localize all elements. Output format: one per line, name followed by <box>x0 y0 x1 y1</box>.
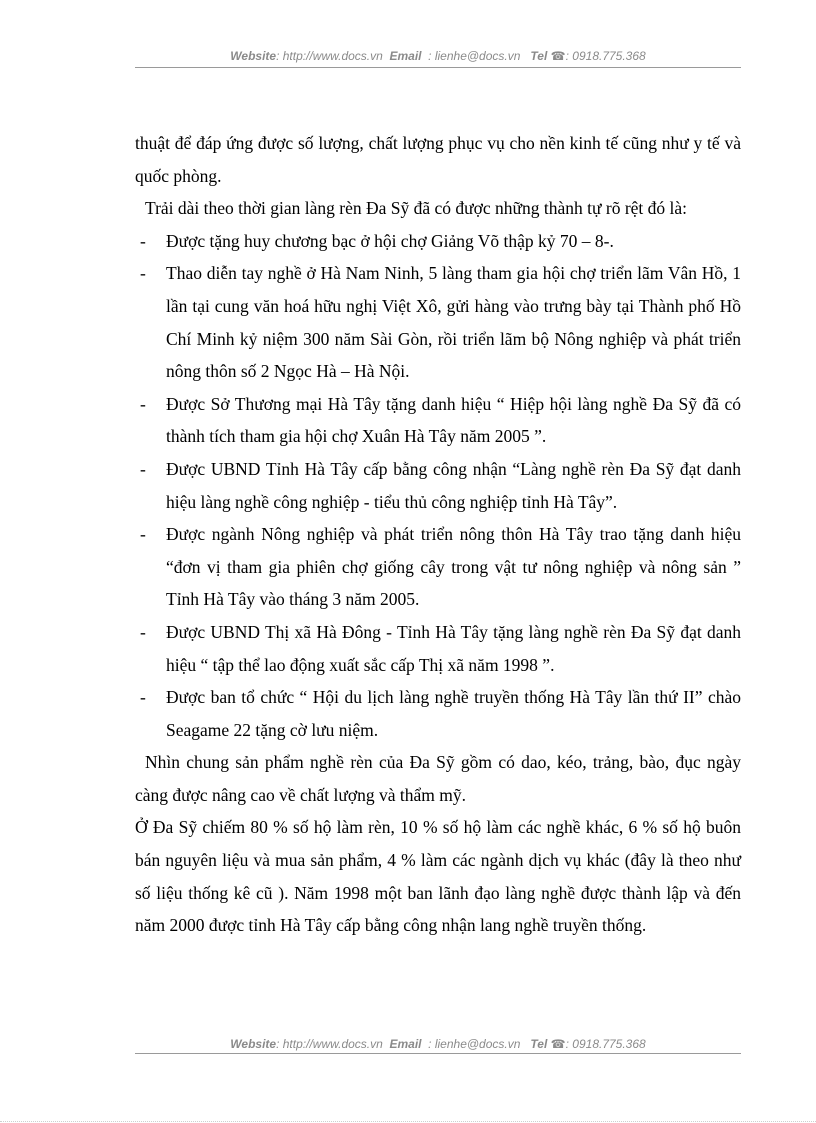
paragraph-2: Trải dài theo thời gian làng rèn Đa Sỹ đã có được những thành tự rõ rệt đó là: <box>145 198 688 219</box>
website-value[interactable]: : http://www.docs.vn <box>276 1037 383 1051</box>
phone-icon: ☎ <box>550 1037 566 1051</box>
header-rule <box>135 67 741 68</box>
website-label: Website <box>230 49 277 63</box>
list-item-text: Được UBND Thị xã Hà Đông - Tỉnh Hà Tây tặng làng nghề rèn Đa Sỹ đạt danh hiệu “ tập thể lao động xuất sắc cấp Thị xã năm 1998 ”. <box>166 621 741 675</box>
paragraph-4: Ở Đa Sỹ chiếm 80 % số hộ làm rèn, 10 % số hộ làm các nghề khác, 6 % số hộ buôn bán nguyên liệu và mua sản phẩm, 4 % làm các ngành dịch vụ khác (đây là theo như số liệu thống kê cũ ). Năm 1998 một ban lãnh đạo làng nghề được thành lập và đến năm 2000 được tỉnh Hà Tây cấp bằng công nhận lang nghề truyền thống. <box>135 817 741 936</box>
bullet-dash: - <box>140 230 146 251</box>
list-item-text: Được ban tổ chức “ Hội du lịch làng nghề truyền thống Hà Tây lần thứ II” chào Seagame 22 tặng cờ lưu niệm. <box>166 687 741 740</box>
list-item-text: Được tặng huy chương bạc ở hội chợ Giảng Võ thập kỷ 70 – 8-. <box>166 230 614 251</box>
website-label: Website <box>230 1037 277 1051</box>
bullet-dash: - <box>140 524 146 545</box>
bullet-dash: - <box>140 263 146 284</box>
paragraph-1: thuật để đáp ứng được số lượng, chất lượng phục vụ cho nền kinh tế cũng như y tế và quốc phòng. <box>135 133 741 186</box>
email-label: Email <box>389 1037 422 1051</box>
footer-rule <box>135 1053 741 1054</box>
paragraph-3: Nhìn chung sản phẩm nghề rèn của Đa Sỹ gồm có dao, kéo, trảng, bào, đục ngày càng được nâng cao về chất lượng và thẩm mỹ. <box>135 752 741 805</box>
email-label: Email <box>389 49 422 63</box>
tel-label: Tel <box>530 49 548 63</box>
email-value[interactable]: : lienhe@docs.vn <box>428 1037 521 1051</box>
tel-value: : 0918.775.368 <box>565 1037 646 1051</box>
document-body <box>135 127 741 942</box>
bullet-dash: - <box>140 621 146 642</box>
bullet-dash: - <box>140 458 146 479</box>
tel-label: Tel <box>530 1037 548 1051</box>
tel-value: : 0918.775.368 <box>565 49 646 63</box>
page-footer <box>135 1034 741 1054</box>
list-item <box>135 616 741 681</box>
bullet-dash: - <box>140 687 146 708</box>
list-item-text: Được ngành Nông nghiệp và phát triển nông thôn Hà Tây trao tặng danh hiệu “đơn vị tham gia phiên chợ giống cây trong vật tư nông nghiệp và nông sản ” Tỉnh Hà Tây vào tháng 3 năm 2005. <box>166 524 741 610</box>
email-value[interactable]: : lienhe@docs.vn <box>428 49 521 63</box>
website-value[interactable]: : http://www.docs.vn <box>276 49 383 63</box>
list-item-text: Được UBND Tỉnh Hà Tây cấp bằng công nhận “Làng nghề rèn Đa Sỹ đạt danh hiệu làng nghề công nghiệp - tiểu thủ công nghiệp tỉnh Hà Tây”. <box>166 458 741 512</box>
bullet-dash: - <box>140 393 146 414</box>
list-item <box>135 225 741 258</box>
list-item <box>135 257 741 387</box>
list-item <box>135 453 741 518</box>
list-item <box>135 681 741 746</box>
list-item <box>135 518 741 616</box>
list-item-text: Thao diễn tay nghề ở Hà Nam Ninh, 5 làng tham gia hội chợ triển lãm Vân Hồ, 1 lần tại cung văn hoá hữu nghị Việt Xô, gửi hàng vào trưng bày tại Thành phố Hồ Chí Minh kỷ niệm 300 năm Sài Gòn, rồi triển lãm bộ Nông nghiệp và phát triển nông thôn số 2 Ngọc Hà – Hà Nội. <box>166 263 741 382</box>
page-header <box>135 46 741 66</box>
achievement-list <box>135 225 741 747</box>
page-edge <box>0 1121 816 1122</box>
list-item <box>135 388 741 453</box>
list-item-text: Được Sở Thương mại Hà Tây tặng danh hiệu “ Hiệp hội làng nghề Đa Sỹ đã có thành tích tham gia hội chợ Xuân Hà Tây năm 2005 ”. <box>166 393 741 447</box>
phone-icon: ☎ <box>550 49 566 63</box>
